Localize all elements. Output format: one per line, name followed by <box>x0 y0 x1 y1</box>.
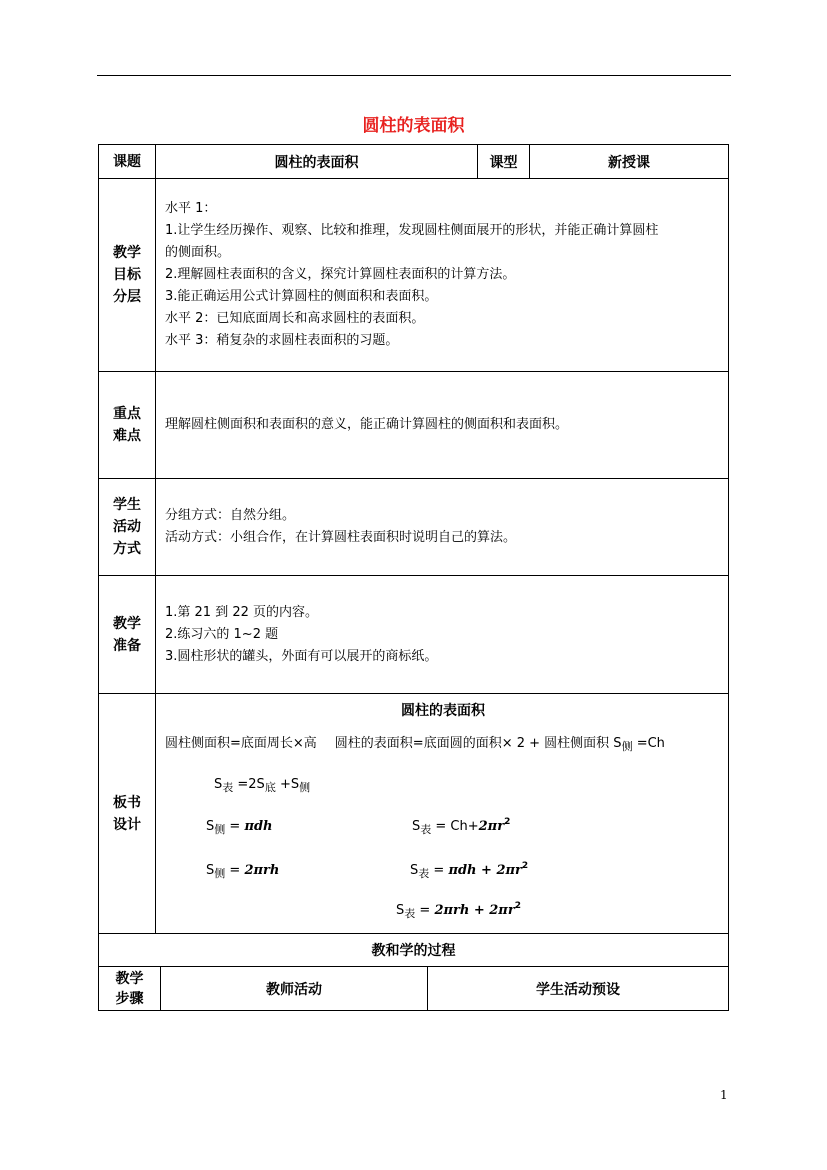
key-points-row <box>99 371 728 478</box>
key-points-text: 理解圆柱侧面积和表面积的意义，能正确计算圆柱的侧面积和表面积。 <box>165 417 569 432</box>
eq: = <box>415 903 435 918</box>
s-symbol: S <box>206 863 215 878</box>
goals-line: 水平 1： <box>165 201 217 216</box>
activity-content <box>156 479 728 575</box>
eq-ch-plus: = Ch+ <box>431 819 479 834</box>
surface-area-formula-text: 圆柱的表面积=底面圆的面积× 2 + 圆柱侧面积 <box>334 736 610 751</box>
goals-line: 2.理解圆柱表面积的含义，探究计算圆柱表面积的计算方法。 <box>165 267 516 282</box>
activity-line: 活动方式：小组合作，在计算圆柱表面积时说明自己的算法。 <box>165 530 517 545</box>
goals-content <box>156 179 728 371</box>
board-heading: 圆柱的表面积 <box>401 703 485 719</box>
board-label-text: 板书设计 <box>113 794 141 833</box>
prep-label-text: 教学准备 <box>113 615 141 654</box>
board-line-1 <box>165 732 665 751</box>
side-subscript: 侧 <box>621 740 633 753</box>
formula-2pir: 2πr <box>496 863 522 878</box>
prep-line: 3.圆柱形状的罐头，外面有可以展开的商标纸。 <box>165 648 438 664</box>
surface-subscript: 表 <box>404 907 416 920</box>
goals-label <box>99 179 156 371</box>
activity-label <box>99 479 156 575</box>
goals-label-text: 教学目标分层 <box>113 245 141 305</box>
topic-row <box>99 145 728 178</box>
page-number: 1 <box>720 1088 728 1102</box>
eq-ch: =Ch <box>632 736 665 751</box>
square-exponent: 2 <box>514 901 521 911</box>
lesson-table <box>98 144 729 1011</box>
s-symbol: S <box>613 736 622 751</box>
process-heading-row <box>99 933 728 966</box>
type-label: 课型 <box>478 145 530 178</box>
board-formula-surface-3 <box>396 902 521 918</box>
activity-label-text: 学生活动方式 <box>113 497 141 557</box>
key-points-label-text: 重点难点 <box>113 406 141 444</box>
side-subscript: 侧 <box>299 781 311 794</box>
board-label <box>99 694 156 933</box>
s-symbol: S <box>214 777 223 792</box>
formula-pidh: πdh <box>244 819 273 834</box>
eq: = <box>429 863 449 878</box>
prep-line: 1.第 21 到 22 页的内容。 <box>165 604 319 620</box>
eq-2s: =2S <box>233 777 265 792</box>
board-formula-side-1 <box>206 818 273 834</box>
steps-label-text: 教学步骤 <box>115 970 144 1007</box>
s-symbol: S <box>412 819 421 834</box>
plus-sign: + <box>469 903 490 918</box>
key-points-content <box>156 372 728 478</box>
activity-row <box>99 478 728 575</box>
formula-2pir: 2πr <box>478 819 505 834</box>
square-exponent: 2 <box>504 817 511 827</box>
base-subscript: 底 <box>264 781 276 794</box>
s-symbol: S <box>396 903 405 918</box>
surface-subscript: 表 <box>420 823 432 836</box>
goals-line: 3.能正确运用公式计算圆柱的侧面积和表面积。 <box>165 289 438 304</box>
board-formula-surface-1 <box>412 818 510 834</box>
student-activity-header: 学生活动预设 <box>536 981 620 998</box>
header-rule <box>97 75 731 76</box>
steps-row <box>99 966 728 1010</box>
board-formula-surface-2 <box>410 862 528 878</box>
side-subscript: 侧 <box>214 823 226 836</box>
formula-2pirh: 2πrh <box>434 903 470 918</box>
topic-label: 课题 <box>99 145 156 178</box>
activity-line: 分组方式：自然分组。 <box>165 508 296 523</box>
eq: = <box>225 863 245 878</box>
process-heading: 教和学的过程 <box>371 943 456 959</box>
prep-label <box>99 576 156 693</box>
s-symbol: S <box>206 819 215 834</box>
prep-line: 2.练习六的 1~2 题 <box>165 626 279 642</box>
square-exponent: 2 <box>521 861 529 871</box>
formula-2pirh: 2πrh <box>244 863 280 878</box>
board-formula-side-2 <box>206 862 279 878</box>
goals-line: 的侧面积。 <box>165 245 231 260</box>
side-subscript: 侧 <box>214 867 226 880</box>
formula-pidh: πdh <box>448 863 477 878</box>
prep-content <box>156 576 728 693</box>
plus-sign: + <box>476 863 497 878</box>
teacher-activity-header: 教师活动 <box>161 967 428 1010</box>
surface-subscript: 表 <box>418 867 430 880</box>
key-points-label <box>99 372 156 478</box>
type-value: 新授课 <box>608 154 650 171</box>
goals-line: 水平 3：稍复杂的求圆柱表面积的习题。 <box>165 333 399 348</box>
topic-value: 圆柱的表面积 <box>156 145 478 178</box>
surface-subscript: 表 <box>222 781 234 794</box>
eq: = <box>225 819 245 834</box>
board-line-2 <box>214 776 310 792</box>
plus-s: +S <box>275 777 300 792</box>
prep-row <box>99 575 728 693</box>
board-content <box>156 694 728 933</box>
goals-line: 水平 2：已知底面周长和高求圆柱的表面积。 <box>165 311 425 326</box>
board-row <box>99 693 728 933</box>
side-area-formula-text: 圆柱侧面积=底面周长×高 <box>165 736 317 751</box>
formula-2pir: 2πr <box>489 903 515 918</box>
s-symbol: S <box>410 863 419 878</box>
goals-row <box>99 178 728 371</box>
page-title: 圆柱的表面积 <box>362 116 465 136</box>
steps-label <box>99 967 161 1010</box>
goals-line: 1.让学生经历操作、观察、比较和推理，发现圆柱侧面展开的形状，并能正确计算圆柱 <box>165 223 659 238</box>
